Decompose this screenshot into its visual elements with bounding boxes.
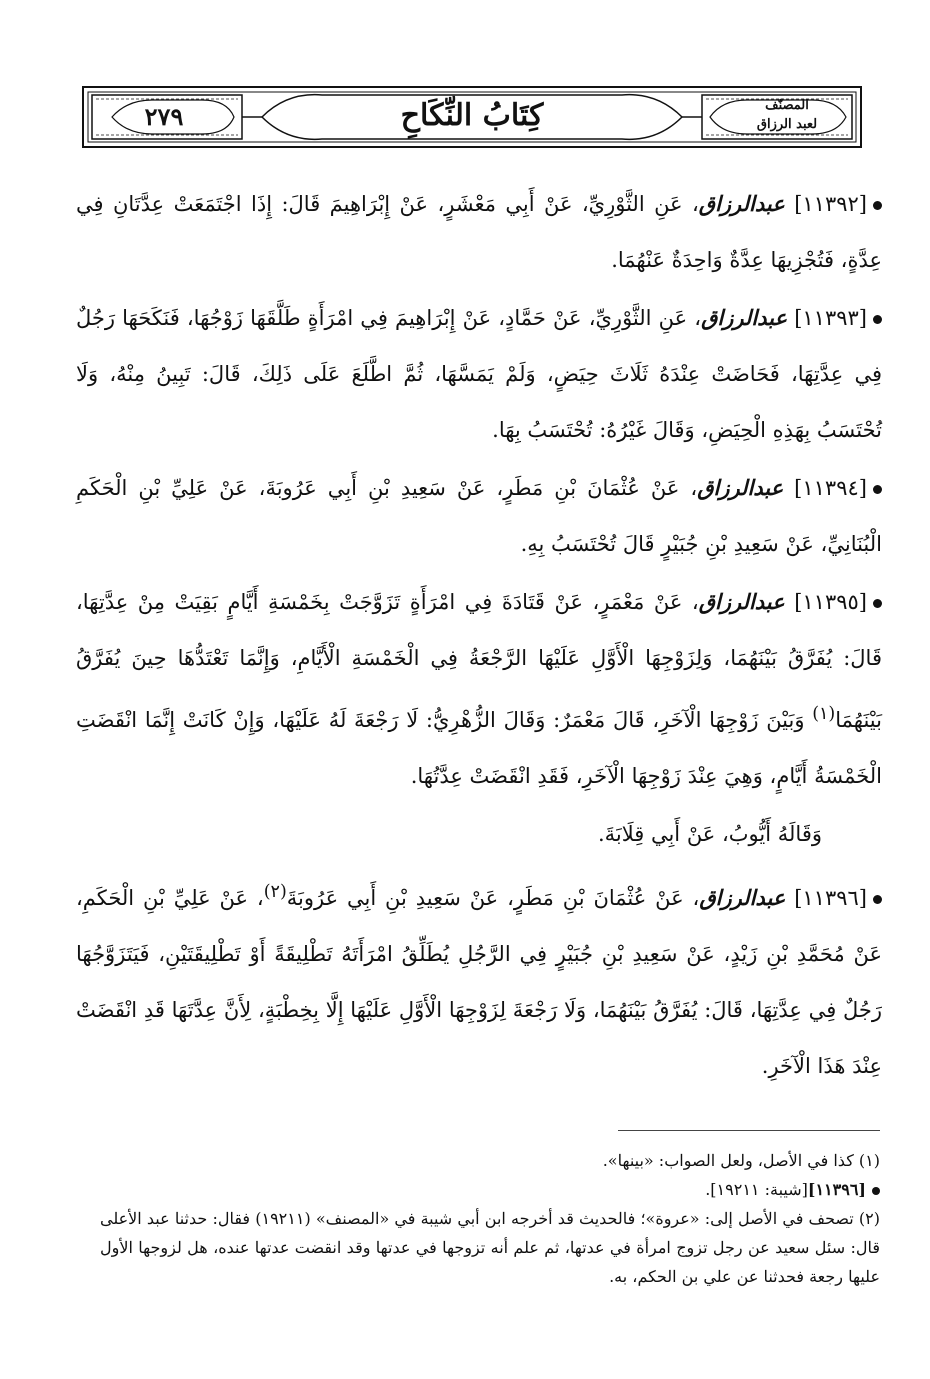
footnote-mark: (٢): [263, 882, 287, 902]
hadith-entry: [76, 864, 882, 1094]
hadith-continuation: [76, 806, 882, 862]
entry-text: ، عَنْ مَعْمَرٍ، عَنْ قَتَادَةَ فِي امْرَأَةٍ تَزَوَّجَتْ بِخَمْسَةِ أَيَّامٍ بَقِيَتْ مِنْ عِدَّتِهَا، قَالَ: يُفَرَّقُ بَيْنَهُمَا، وَلِزَوْجِهَا الْأَوَّلِ عَلَيْهَا الرَّجْعَةُ فِي الْخَمْسَةِ الْأَيَّامِ، وَإِنَّمَا تَعْتَدُّهَا حِينَ يُفَرَّقُ بَيْنَهُمَا: [76, 590, 882, 732]
entry-number: [١١٣٩٦]: [794, 886, 867, 910]
entry-text: وَقَالَهُ أَيُّوبُ، عَنْ أَبِي قِلَابَةَ.: [597, 822, 822, 846]
entry-author: عبدالرزاق: [697, 475, 784, 500]
hadith-entry: [76, 460, 882, 572]
entry-author: عبدالرزاق: [698, 191, 785, 216]
page-header: [82, 86, 862, 148]
entry-number: [١١٣٩٢]: [794, 192, 867, 216]
hadith-entry: [76, 574, 882, 804]
entry-text: ، عَنِ الثَّوْرِيِّ، عَنْ أَبِي مَعْشَرٍ، عَنْ إِبْرَاهِيمَ قَالَ: إِذَا اجْتَمَعَتْ عِدَّتَانِ فِي عِدَّةٍ، فَتُجْزِيهَا عِدَّةٌ وَاحِدَةٌ عَنْهُمَا.: [76, 192, 882, 272]
entry-number: [١١٣٩٤]: [794, 476, 867, 500]
main-text: [76, 176, 882, 1094]
logo-line-1: المصنّف: [765, 98, 809, 113]
page-number: ٢٧٩: [144, 102, 184, 131]
bullet-icon: [873, 485, 882, 494]
bullet-icon: [872, 1187, 880, 1195]
footnote-1: (١) كذا في الأصل، ولعل الصواب: «بينها».: [602, 1151, 880, 1170]
book-logo: [732, 96, 842, 134]
entry-author: عبدالرزاق: [698, 589, 785, 614]
bullet-icon: [873, 895, 882, 904]
entry-author: عبدالرزاق: [699, 885, 786, 910]
footnote-divider: [618, 1130, 880, 1131]
entry-number: [١١٣٩٣]: [794, 306, 867, 330]
entry-text-continued: ، عَنْ عَلِيِّ بْنِ الْحَكَمِ، عَنْ مُحَمَّدِ بْنِ زَيْدٍ، عَنْ سَعِيدِ بْنِ جُبَيْرٍ فِي الرَّجُلِ يُطَلِّقُ امْرَأَتَهُ تَطْلِيقَةً أَوْ تَطْلِيقَتَيْنِ، فَيَتَزَوَّجُهَا رَجُلٌ فِي عِدَّتِهَا، قَالَ: يُفَرَّقُ بَيْنَهُمَا، وَلَا رَجْعَةَ لِزَوْجِهَا الْأَوَّلِ عَلَيْهَا إِلَّا بِخِطْبَةٍ، لِأَنَّ عِدَّتَهَا قَدِ انْقَضَتْ عِنْدَ هَذَا الْآخَرِ.: [76, 886, 882, 1078]
bullet-icon: [873, 599, 882, 608]
logo-line-2: لعبد الرزاق: [756, 117, 818, 132]
entry-text: ، عَنْ عُثْمَانَ بْنِ مَطَرٍ، عَنْ سَعِيدِ بْنِ أَبِي عَرُوبَةَ، عَنْ عَلِيِّ بْنِ الْحَكَمِ الْبُنَانِيِّ، عَنْ سَعِيدِ بْنِ جُبَيْرٍ قَالَ تُحْتَسَبُ بِهِ.: [76, 476, 882, 556]
bullet-icon: [873, 315, 882, 324]
reference-number: [١١٣٩٦]: [807, 1180, 866, 1199]
bullet-icon: [873, 201, 882, 210]
entry-text: ، عَنْ عُثْمَانَ بْنِ مَطَرٍ، عَنْ سَعِيدِ بْنِ أَبِي عَرُوبَةَ: [286, 886, 700, 910]
entry-text-continued: وَبَيْنَ زَوْجِهَا الْآخَرِ، قَالَ مَعْمَرٌ: وَقَالَ الزُّهْرِيُّ: لَا رَجْعَةَ لَهُ عَلَيْهَا، وَإِنْ كَانَتْ إِنَّمَا انْقَضَتِ الْخَمْسَةُ أَيَّامٍ، وَهِيَ عِنْدَ زَوْجِهَا الْآخَرِ، فَقَدِ انْقَضَتْ عِدَّتُهَا.: [76, 708, 882, 788]
entry-number: [١١٣٩٥]: [794, 590, 867, 614]
chapter-title: كِتَابُ النِّكَاحِ: [400, 98, 544, 133]
footnotes: [100, 1146, 880, 1291]
hadith-entry: [76, 176, 882, 288]
footnote-reference: [100, 1175, 880, 1204]
hadith-entry: [76, 290, 882, 458]
footnote-mark: (١): [812, 704, 836, 724]
entry-author: عبدالرزاق: [701, 305, 788, 330]
footnote-2: (٢) تصحف في الأصل إلى: «عروة»؛ فالحديث قد أخرجه ابن أبي شيبة في «المصنف» (١٩٢١١) فقال: حدثنا عبد الأعلى قال: سئل سعيد عن رجل تزوج امرأة في عدتها، ثم علم أنه تزوجها في عدتها وقد انقضت عدتها عنده، هل لزوجها الأول عليها رجعة فحدثنا عن علي بن الحكم، به.: [100, 1209, 880, 1286]
entry-text: ، عَنِ الثَّوْرِيِّ، عَنْ حَمَّادٍ، عَنْ إِبْرَاهِيمَ فِي امْرَأَةٍ طَلَّقَهَا زَوْجُهَا، فَنَكَحَهَا رَجُلٌ فِي عِدَّتِهَا، فَحَاضَتْ عِنْدَهُ ثَلَاثَ حِيَضٍ، وَلَمْ يَمَسَّهَا، ثُمَّ اطَّلَعَ عَلَى ذَلِكَ، قَالَ: تَبِينُ مِنْهُ، وَلَا تُحْتَسَبُ بِهَذِهِ الْحِيَضِ، وَقَالَ غَيْرُهُ: تُحْتَسَبُ بِهَا.: [76, 306, 882, 442]
reference-text: [شيبة: ١٩٢١١].: [705, 1180, 808, 1199]
